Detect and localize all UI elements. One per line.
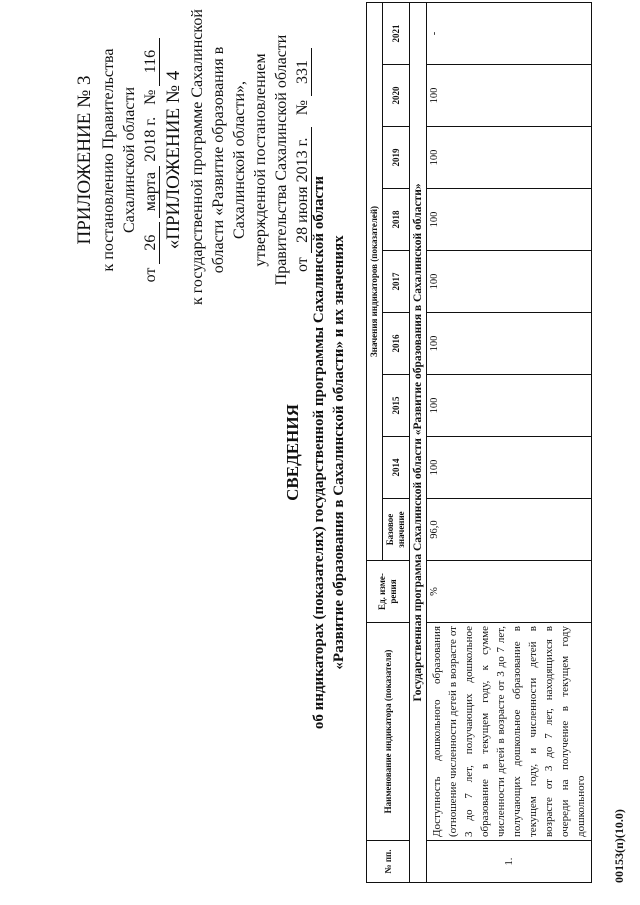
appendix-date-line [140,15,161,305]
heading-title: СВЕДЕНИЯ [283,404,302,501]
decree-day: 26 [142,222,160,264]
appendix-title: ПРИЛОЖЕНИЕ № 3 [74,75,95,245]
header-num: № пп. [367,841,410,883]
number-sign: № [142,89,159,105]
row-value: 100 [427,313,592,375]
inner-government: Правительства Сахалинской области [273,34,290,286]
appendix-block [72,9,313,305]
heading-subtitle-1: об индикаторах (показателях) государственной программы Сахалинской области [311,175,327,730]
header-year: 2014 [383,437,410,499]
header-name: Наименование индикатора (показателя) [367,623,410,841]
decree-month: марта [142,166,160,218]
appendix-region: Сахалинской области [121,86,138,234]
header-year: 2018 [383,189,410,251]
row-value: 100 [427,65,592,127]
row-name: Доступность дошкольного образования (отношение численности детей в возрасте от 3 до 7 лет, получающих дошкольное образование в текущем году, к сумме численности детей в возрасте от 3 до 7 лет, получающих дошкольное образование в текущем году, и численности детей в возрасте от 3 до 7 лет, находящихся в очереди на получение в текущем году дошкольного [427,623,592,841]
header-row-1 [367,2,383,882]
row-value: 100 [427,189,592,251]
header-year: 2021 [383,2,410,64]
table-row [427,2,592,882]
inner-from-label: от [294,257,311,273]
row-value: 100 [427,127,592,189]
inner-to-program: к государственной программе Сахалинской [189,9,206,305]
indicators-table [366,2,592,883]
inner-number: 331 [294,48,312,96]
header-year: 2015 [383,375,410,437]
decree-number: 116 [142,38,160,86]
header-unit: Ед. изме-рения [367,561,410,623]
inner-program-name: области «Развитие образования в [210,46,227,274]
from-label: от [142,267,159,283]
heading-subtitle-2: «Развитие образования в Сахалинской области» и их значениях [331,235,347,670]
inner-number-sign: № [294,99,311,116]
inner-appendix-title: «ПРИЛОЖЕНИЕ № 4 [163,70,184,250]
header-year: 2019 [383,127,410,189]
appendix-to-decree: к постановлению Правительства [100,48,117,272]
decree-year: 2018 г. [142,116,159,162]
header-year: 2016 [383,313,410,375]
program-row [410,2,427,882]
row-value: - [427,2,592,64]
inner-date: 28 июня 2013 г. [294,127,312,253]
program-title: Государственная программа Сахалинской области «Развитие образования в Сахалинской области» [410,2,427,882]
row-num: 1. [427,841,592,883]
inner-approved: утвержденной постановлением [252,53,269,267]
inner-region: Сахалинской области», [231,80,248,240]
header-base: Базовое значение [383,499,410,561]
header-values-group: Значения индикаторов (показателей) [367,2,383,560]
footer-code: 00153(п)(10.0) [612,809,626,883]
row-unit: % [427,561,592,623]
document-heading [283,30,349,875]
row-value: 100 [427,375,592,437]
row-base: 96,0 [427,499,592,561]
row-value: 100 [427,437,592,499]
row-value: 100 [427,251,592,313]
header-year: 2020 [383,65,410,127]
header-year: 2017 [383,251,410,313]
